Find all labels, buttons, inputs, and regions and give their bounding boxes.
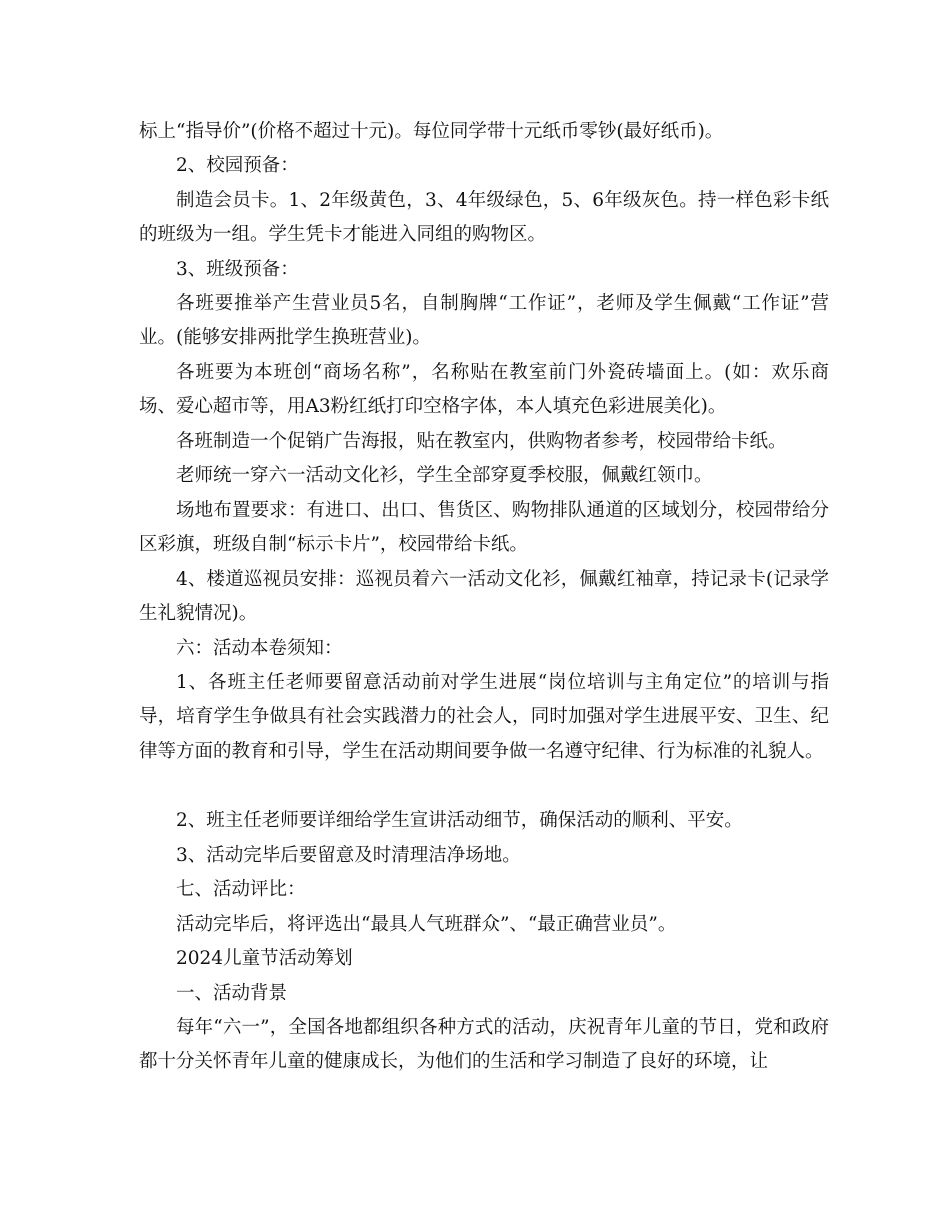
paragraph: 2024儿童节活动筹划 — [176, 948, 353, 969]
paragraph: 各班要为本班创“商场名称”，名称贴在教室前门外瓷砖墙面上。(如：欢乐商场、爱心超市等，用A3粉红纸打印空格字体，本人填充色彩进展美化)。 — [139, 362, 829, 418]
paragraph: 各班制造一个促销广告海报，贴在教室内，供购物者参考，校园带给卡纸。 — [176, 431, 787, 452]
paragraph: 老师统一穿六一活动文化衫，学生全部穿夏季校服，佩戴红领巾。 — [176, 465, 713, 486]
paragraph: 六：活动本卷须知： — [176, 638, 343, 659]
paragraph: 活动完毕后，将评选出“最具人气班群众”、“最正确营业员”。 — [176, 914, 677, 935]
paragraph: 场地布置要求：有进口、出口、售货区、购物排队通道的区域划分，校园带给分区彩旗，班级自制“标示卡片”，校园带给卡纸。 — [139, 500, 829, 556]
paragraph: 一、活动背景 — [176, 983, 288, 1004]
paragraph: 各班要推举产生营业员5名，自制胸牌“工作证”，老师及学生佩戴“工作证”营业。(能够安排两批学生换班营业)。 — [139, 293, 829, 349]
paragraph: 每年“六一”，全国各地都组织各种方式的活动，庆祝青年儿童的节日，党和政府都十分关怀青年儿童的健康成长，为他们的生活和学习制造了良好的环境，让 — [139, 1017, 829, 1073]
paragraph: 1、各班主任老师要留意活动前对学生进展“岗位培训与主角定位”的培训与指导，培育学生争做具有社会实践潜力的社会人，同时加强对学生进展平安、卫生、纪律等方面的教育和引导，学生在活动期间要争做一名遵守纪律、行为标准的礼貌人。 — [139, 672, 829, 762]
paragraph: 3、活动完毕后要留意及时清理洁净场地。 — [176, 845, 521, 866]
paragraph: 标上“指导价”(价格不超过十元)。每位同学带十元纸币零钞(最好纸币)。 — [139, 121, 724, 142]
paragraph: 2、班主任老师要详细给学生宣讲活动细节，确保活动的顺利、平安。 — [176, 810, 743, 831]
paragraph: 2、校园预备： — [176, 155, 299, 176]
paragraph: 4、楼道巡视员安排：巡视员着六一活动文化衫，佩戴红袖章，持记录卡(记录学生礼貌情况)。 — [139, 569, 829, 625]
paragraph: 制造会员卡。1、2年级黄色，3、4年级绿色，5、6年级灰色。持一样色彩卡纸的班级为一组。学生凭卡才能进入同组的购物区。 — [139, 190, 829, 246]
paragraph: 七、活动评比： — [176, 879, 306, 900]
paragraph: 3、班级预备： — [176, 259, 299, 280]
